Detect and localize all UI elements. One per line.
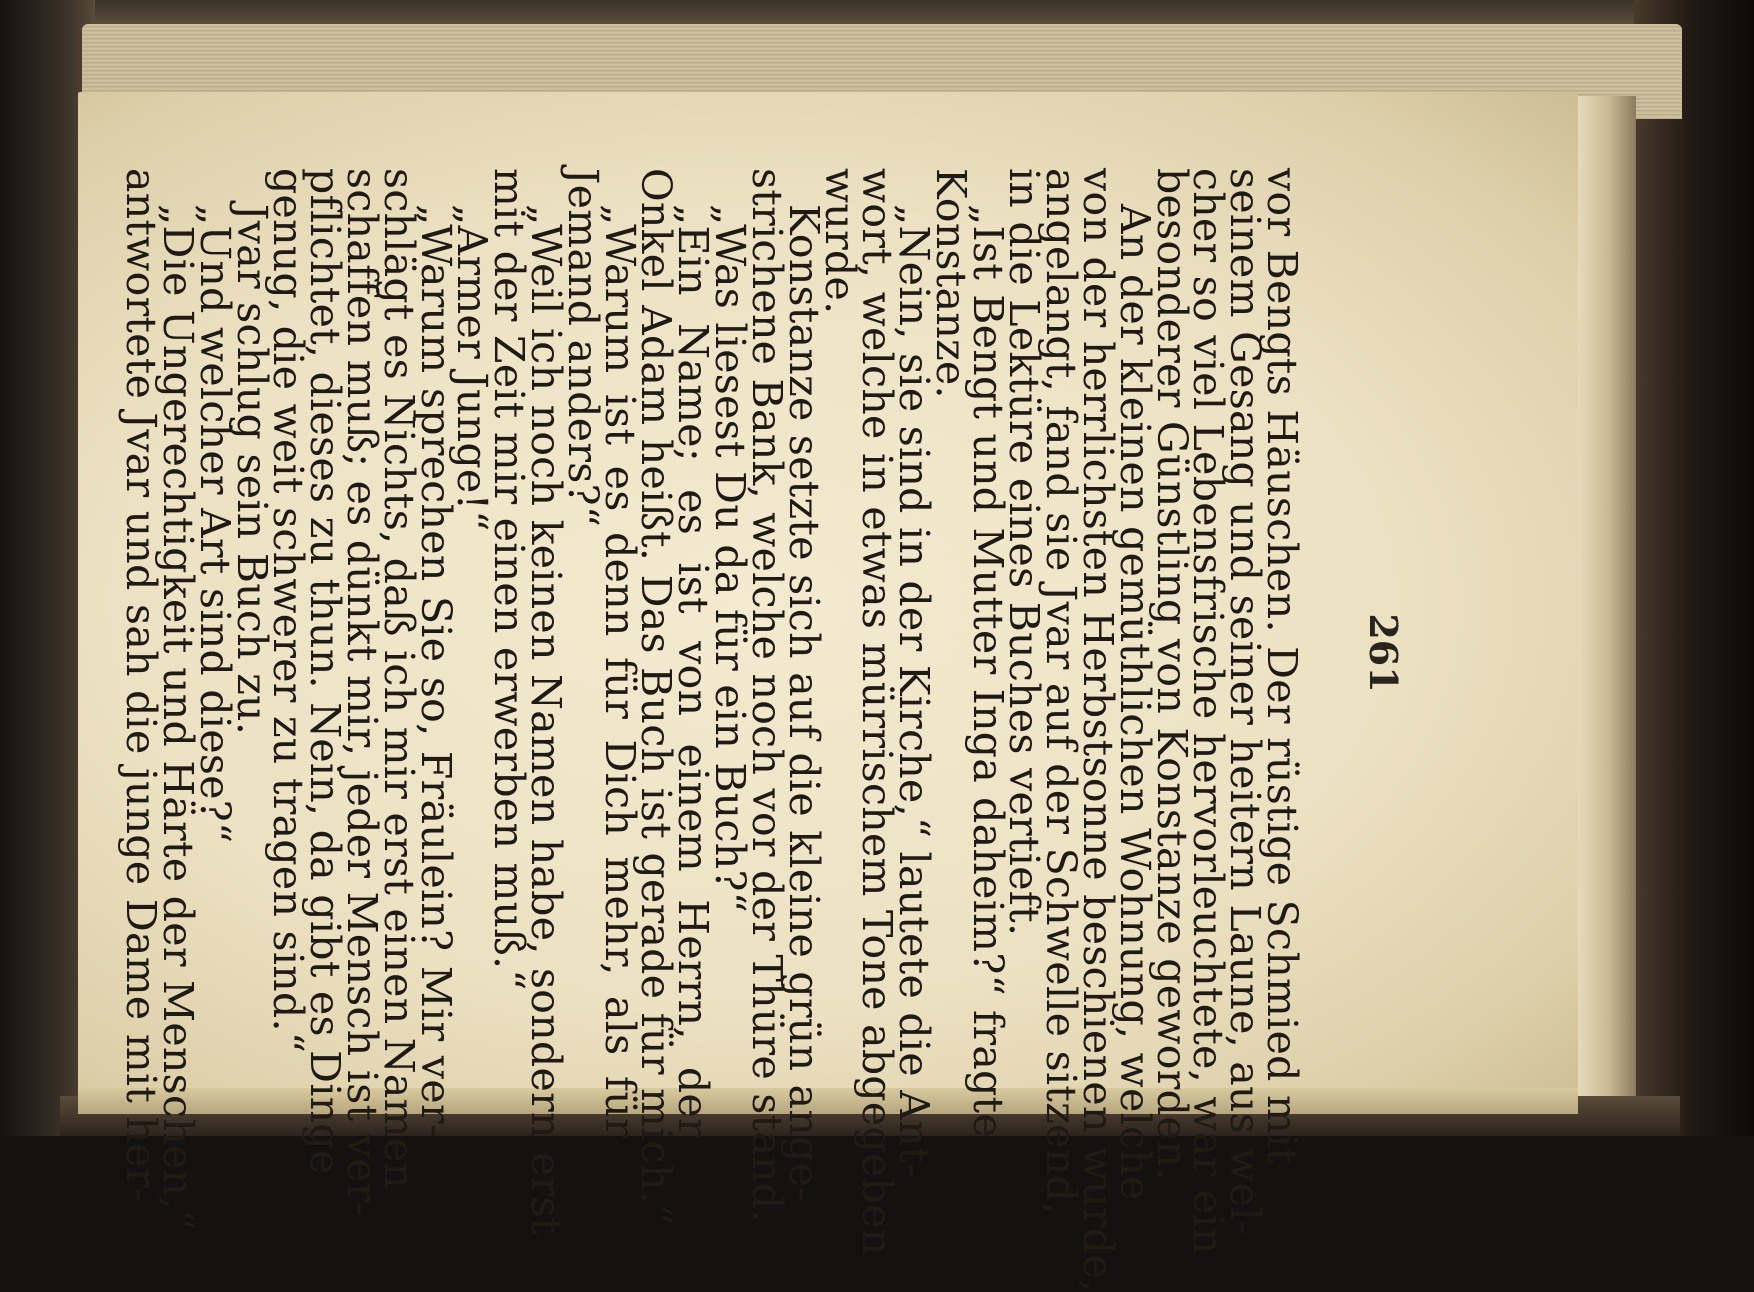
- text-line: wurde.: [816, 168, 865, 315]
- text-line: Konstanze.: [926, 168, 975, 399]
- text-line: besonderer Günstling von Konstanze geworden.: [1147, 168, 1196, 1181]
- text-line: schaffen muß; es dünkt mir, jeder Mensch ist ver-: [338, 168, 387, 1217]
- text-line: angelangt, fand sie Jvar auf der Schwelle sitzend,: [1037, 168, 1086, 1216]
- text-line: wort, welche in etwas mürrischem Tone abgegeben: [853, 168, 902, 1256]
- text-line: in die Lektüre eines Buches vertieft.: [1000, 168, 1049, 937]
- page-number: 261: [1361, 613, 1406, 693]
- text-line: pflichtet, dieses zu thun. Nein, da gibt es Dinge: [301, 168, 350, 1175]
- body-text: [117, 168, 1306, 1292]
- text-line: strichene Bank, welche noch vor der Thüre stand.: [742, 168, 791, 1223]
- book-gutter: [1576, 96, 1636, 1096]
- text-line: genug, die weit schwerer zu tragen sind.“: [264, 168, 313, 1054]
- text-line: „Die Ungerechtigkeit und Härte der Menschen,“: [154, 204, 203, 1231]
- text-line: Konstanze setzte sich auf die kleine grün ange-: [779, 204, 828, 1202]
- text-line: „Weil ich noch keinen Namen habe, sondern erst: [522, 204, 571, 1235]
- text-line: Onkel Adam heißt. Das Buch ist gerade für mich.“: [632, 168, 681, 1226]
- text-line: „Ist Bengt und Mutter Inga daheim?“ fragte: [963, 204, 1012, 1138]
- text-line: „Armer Junge!“: [448, 204, 497, 532]
- text-line: von der herrlichsten Herbstsonne beschienen wurde,: [1074, 168, 1123, 1292]
- text-line: „Ein Name; es ist von einem Herrn, der: [669, 204, 718, 1138]
- book-cover-right: [1634, 0, 1754, 1136]
- text-line: seinem Gesang und seiner heitern Laune, aus wel-: [1221, 168, 1270, 1236]
- text-line: cher so viel Lebensfrische hervorleuchtete, war ein: [1184, 168, 1233, 1255]
- text-line: mit der Zeit mir einen erwerben muß.“: [485, 168, 534, 991]
- text-line: An der kleinen gemüthlichen Wohnung, welche: [1110, 204, 1159, 1201]
- text-line: „Was liesest Du da für ein Buch?“: [706, 204, 755, 914]
- text-line: antwortete Jvar und sah die junge Dame mit her-: [117, 168, 166, 1202]
- text-line: „Nein, sie sind in der Kirche,“ lautete die Ant-: [890, 204, 939, 1178]
- text-line: „Warum sprechen Sie so, Fräulein? Mir ver-: [411, 204, 460, 1138]
- rotated-page-content: [117, 168, 1420, 1292]
- text-line: „Und welcher Art sind diese?“: [190, 204, 239, 844]
- text-line: schlägt es Nichts, daß ich mir erst einen Namen: [374, 168, 423, 1190]
- text-line: Jemand anders?“: [558, 168, 607, 528]
- text-line: vor Bengts Häuschen. Der rüstige Schmied mit: [1258, 168, 1306, 1165]
- text-line: „Warum ist es denn für Dich mehr, als für: [595, 204, 644, 1138]
- text-line: Jvar schlug sein Buch zu.: [227, 204, 276, 736]
